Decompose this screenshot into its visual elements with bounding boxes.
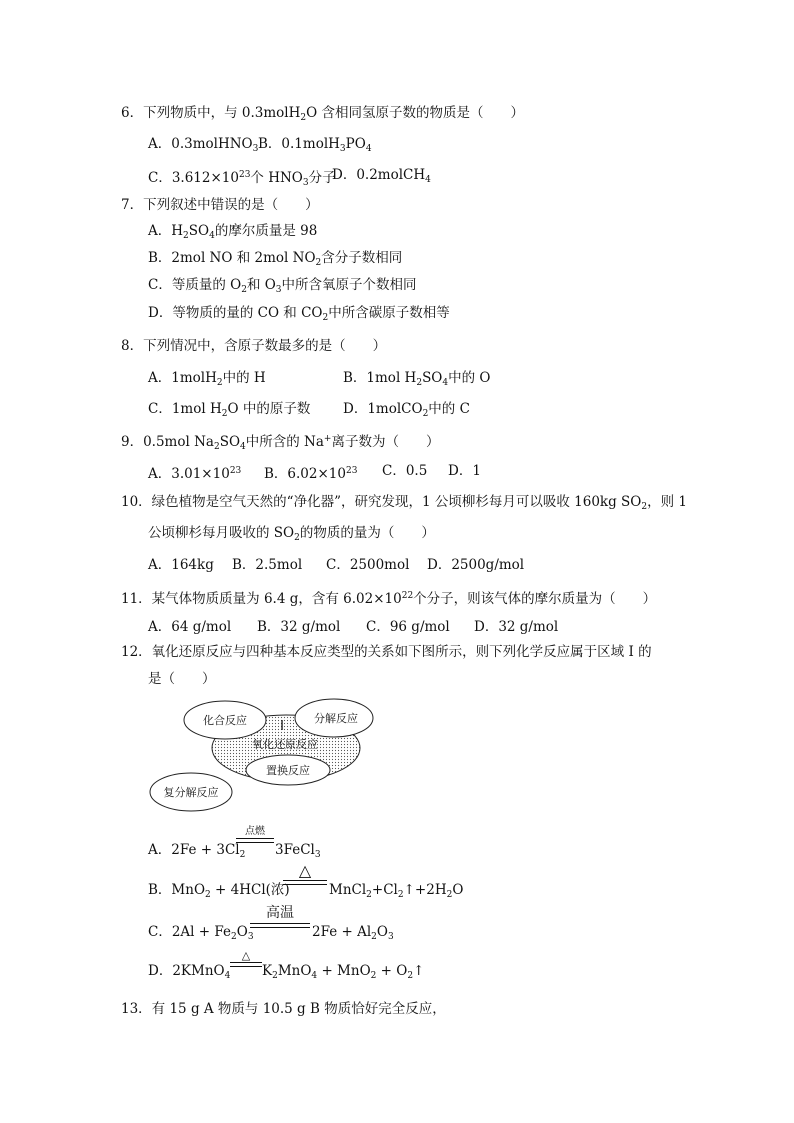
question-7-option-d: D．等物质的量的 CO 和 $CO_2$中所含碳原子数相等: [148, 305, 450, 323]
question-11-option-b: B．32 g/mol: [257, 619, 341, 635]
question-11-option-c: C．96 g/mol: [366, 619, 450, 635]
question-12-stem-line2: 是（ ）: [148, 671, 216, 687]
question-12-option-a-product: 3FeCl$_3$: [275, 842, 321, 860]
question-12-option-b: B．MnO$_2$ + 4HCl(浓): [148, 882, 290, 900]
question-12-option-c: C．$2Al + Fe_2O_3$: [148, 924, 254, 942]
double-decomposition-label: 复分解反应: [163, 786, 219, 799]
reaction-types-diagram: [148, 695, 388, 813]
question-9-option-b: B．$6.02\times 10^{23}$: [264, 466, 358, 482]
question-7-option-a: A．$H_2SO_4$的摩尔质量是 98: [148, 223, 318, 241]
question-7-option-c: C．等质量的 $O_2$和 $O_3$中所含氧原子个数相同: [148, 277, 417, 295]
question-6-stem: 6．下列物质中，与 0.3molH$_2$O 含相同氢原子数的物质是（ ）: [121, 105, 524, 123]
question-12-option-c-products: $2Fe + Al_2O_3$: [312, 924, 394, 942]
question-11-option-a: A．64 g/mol: [148, 619, 232, 635]
condition-high-temp-label: 高温: [266, 905, 294, 921]
question-13-stem: 13．有 15 g A 物质与 10.5 g B 物质恰好完全反应，: [121, 1001, 446, 1017]
question-8-option-b: B．1mol $H_2SO_4$中的 O: [343, 370, 491, 388]
combination-label: 化合反应: [203, 714, 247, 727]
question-8-option-a: A．1molH$_2$中的 H: [148, 370, 266, 388]
reaction-equals-sign: [236, 838, 274, 843]
question-10-option-b: B．2.5mol: [232, 557, 303, 573]
question-9-option-c: C．0.5: [382, 463, 428, 479]
question-12-option-d-products: $K_2MnO_4 + MnO_2$ + $O_2↑$: [262, 963, 425, 981]
question-12-stem-line1: 12．氧化还原反应与四种基本反应类型的关系如下图所示，则下列化学反应属于区域 I 的: [121, 644, 652, 660]
question-10-stem-line1: 10．绿色植物是空气天然的“净化器”，研究发现，1 公顷柳杉每月可以吸收 160kg $SO_2$，则 1: [121, 494, 687, 512]
question-12-option-d: D．2KMnO$_4$: [148, 963, 231, 981]
question-9-option-d: D．1: [448, 463, 481, 479]
displacement-label: 置换反应: [266, 764, 310, 777]
question-9-stem: 9．0.5mol $Na_2SO_4$中所含的 Na+离子数为（ ）: [121, 434, 440, 452]
question-12-option-a: A．$2Fe + 3Cl_2$: [148, 842, 246, 860]
question-11-option-d: D．32 g/mol: [474, 619, 559, 635]
question-6-option-a: A．0.3molHNO$_3$: [148, 136, 259, 154]
condition-ignite-label: 点燃: [245, 826, 265, 837]
question-8-option-d: D．1molCO$_2$中的 C: [343, 401, 470, 419]
condition-heat-label: △: [298, 861, 312, 880]
question-7-stem: 7．下列叙述中错误的是（ ）: [121, 197, 319, 213]
decomposition-label: 分解反应: [314, 712, 358, 725]
question-6-option-d: D．0.2molCH$_4$: [332, 167, 431, 185]
question-9-option-a: A．$3.01\times 10^{23}$: [148, 466, 242, 482]
question-8-stem: 8．下列情况中，含原子数最多的是（ ）: [121, 338, 387, 354]
question-8-option-c: C．1mol $H_2O$ 中的原子数: [148, 401, 311, 419]
condition-heat-label: △: [241, 949, 251, 962]
question-12-option-b-products: $MnCl_2+Cl_2↑+2H_2O$: [329, 882, 464, 900]
region-i-label: I: [280, 719, 284, 734]
reaction-equals-sign: [250, 923, 310, 928]
question-6-option-c: C．$3.612\times 10^{23}$个 $HNO_3$分子: [148, 170, 336, 188]
redox-label: 氧化还原反应: [252, 738, 318, 751]
question-11-stem: 11．某气体物质质量为 6.4 g，含有 $6.02\times 10^{22}$个分子，则该气体的摩尔质量为（ ）: [121, 591, 657, 607]
question-10-option-c: C．2500mol: [326, 557, 410, 573]
question-10-stem-line2: 公顷柳杉每月吸收的 $SO_2$的物质的量为（ ）: [148, 525, 435, 543]
question-6-option-b: B．$0.1molH_3PO_4$: [258, 136, 372, 154]
reaction-equals-sign: [283, 880, 327, 885]
reaction-equals-sign: [230, 962, 262, 967]
question-10-option-d: D．2500g/mol: [427, 557, 525, 573]
question-7-option-b: B．2mol NO 和 2mol $NO_2$含分子数相同: [148, 250, 403, 268]
question-10-option-a: A．164kg: [148, 557, 214, 573]
